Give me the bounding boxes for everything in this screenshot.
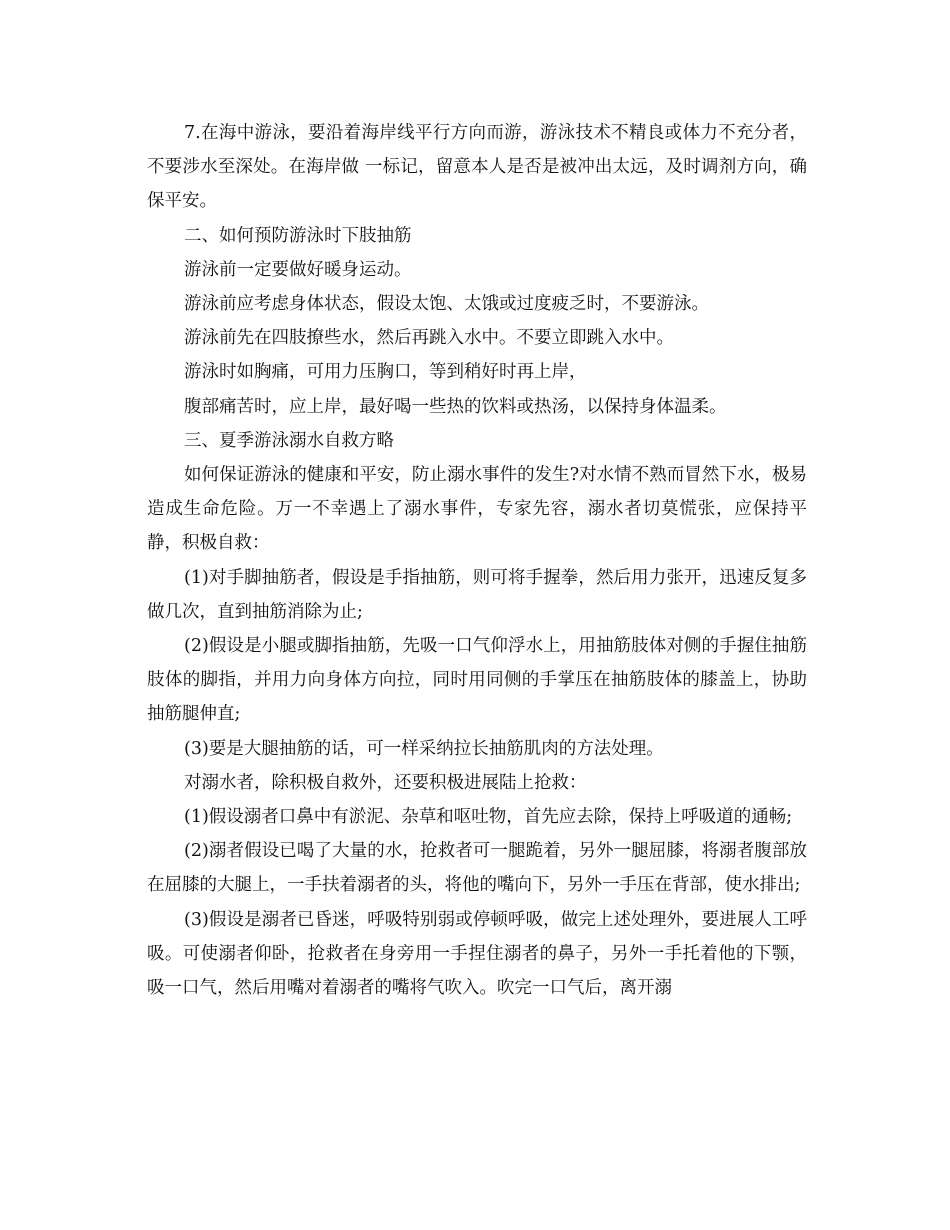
paragraph-drain-water: (2)溺者假设已喝了大量的水，抢救者可一腿跪着，另外一腿屈膝，将溺者腹部放在屈膝的大腿上，一手扶着溺者的头，将他的嘴向下，另外一手压在背部，使水排出; bbox=[147, 841, 807, 896]
paragraph-stay-calm: 如何保证游泳的健康和平安，防止溺水事件的发生?对水情不熟而冒然下水，极易造成生命危险。万一不幸遇上了溺水事件，专家先容，溺水者切莫慌张，应保持平静，积极自救： bbox=[147, 465, 807, 554]
paragraph-chest-pain: 游泳时如胸痛，可用力压胸口，等到稍好时再上岸， bbox=[184, 362, 587, 383]
paragraph-land-rescue: 对溺水者，除积极自救外，还要积极进展陆上抢救： bbox=[184, 772, 587, 793]
paragraph-thigh-cramp: (3)要是大腿抽筋的话，可一样采纳拉长抽筋肌肉的方法处理。 bbox=[184, 738, 664, 759]
document-body bbox=[147, 116, 807, 1005]
section-heading-self-rescue: 三、夏季游泳溺水自救方略 bbox=[184, 430, 394, 451]
paragraph-swim-parallel-coast: 7.在海中游泳，要沿着海岸线平行方向而游，游泳技术不精良或体力不充分者，不要涉水至深处。在海岸做 一标记，留意本人是否是被冲出太远，及时调剂方向，确保平安。 bbox=[147, 123, 807, 212]
paragraph-splash-limbs: 游泳前先在四肢撩些水，然后再跳入水中。不要立即跳入水中。 bbox=[184, 328, 674, 349]
paragraph-warm-up: 游泳前一定要做好暖身运动。 bbox=[184, 259, 412, 280]
paragraph-artificial-respiration: (3)假设是溺者已昏迷，呼吸特别弱或停顿呼吸，做完上述处理外，要进展人工呼吸。可使溺者仰卧，抢救者在身旁用一手捏住溺者的鼻子，另外一手托着他的下颚，吸一口气，然后用嘴对着溺者的嘴将气吹入。吹完一口气后，离开溺 bbox=[147, 909, 807, 999]
paragraph-hand-cramp: (1)对手脚抽筋者，假设是手指抽筋，则可将手握拳，然后用力张开，迅速反复多做几次，直到抽筋消除为止; bbox=[147, 567, 807, 622]
section-heading-prevent-cramps: 二、如何预防游泳时下肢抽筋 bbox=[184, 225, 412, 246]
paragraph-calf-cramp: (2)假设是小腿或脚指抽筋，先吸一口气仰浮水上，用抽筋肢体对侧的手握住抽筋肢体的脚指，并用力向身体方向拉，同时用同侧的手掌压在抽筋肢体的膝盖上，协助抽筋腿伸直; bbox=[147, 636, 807, 725]
paragraph-clear-airway: (1)假设溺者口鼻中有淤泥、杂草和呕吐物，首先应去除，保持上呼吸道的通畅; bbox=[184, 807, 793, 828]
paragraph-body-condition: 游泳前应考虑身体状态，假设太饱、太饿或过度疲乏时，不要游泳。 bbox=[184, 294, 709, 315]
paragraph-abdominal-pain: 腹部痛苦时，应上岸，最好喝一些热的饮料或热汤，以保持身体温柔。 bbox=[184, 396, 727, 417]
